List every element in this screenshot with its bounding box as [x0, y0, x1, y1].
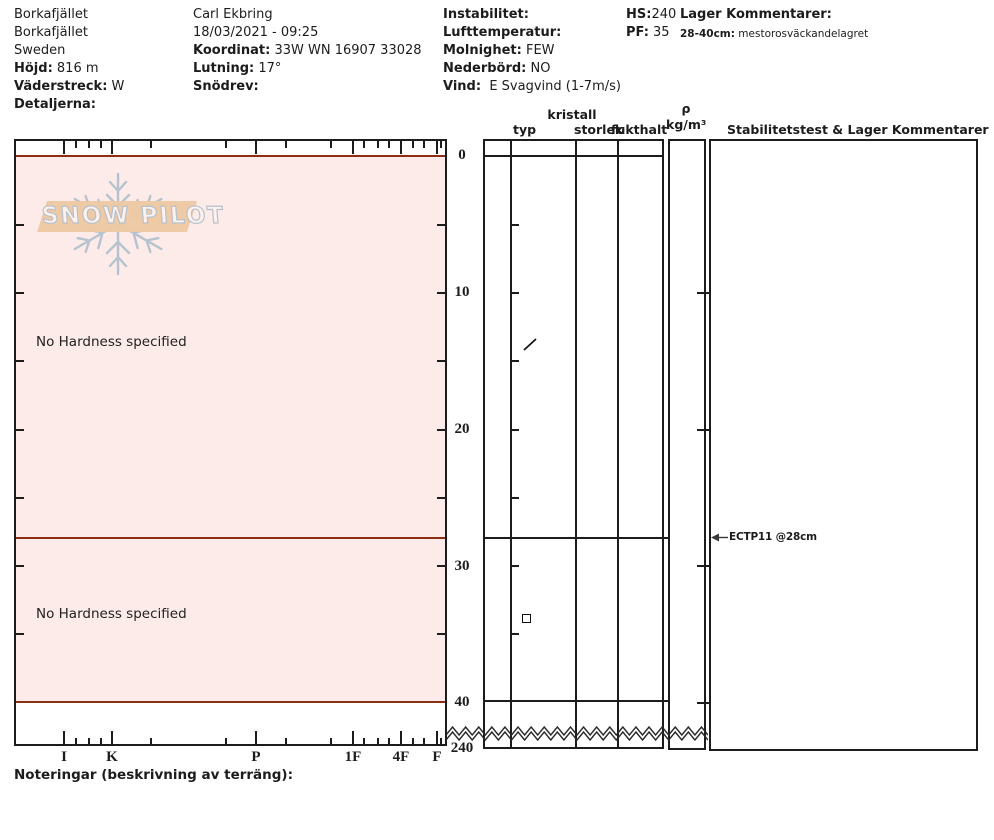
depth-tick-right: [437, 360, 445, 362]
slope-angle: Lutning: 17°: [193, 61, 282, 76]
depth-tick-stability: [697, 565, 710, 567]
hardness-minor-tick-bottom: [377, 738, 379, 744]
depth-tick-stability: [697, 702, 710, 704]
stability-panel: [709, 139, 978, 751]
hardness-minor-tick-top: [377, 141, 379, 148]
hardness-minor-tick-bottom: [225, 738, 227, 744]
column-divider: [617, 139, 619, 749]
hardness-minor-tick-top: [225, 141, 227, 148]
hardness-minor-tick-top: [423, 141, 425, 148]
layer1-hardness-label: No Hardness specified: [36, 334, 187, 350]
air-temperature: Lufttemperatur:: [443, 25, 562, 40]
column-divider: [575, 139, 577, 749]
hardness-major-tick-top: [111, 141, 113, 154]
col-header-kristall: kristall: [547, 107, 597, 122]
depth-tick-right: [437, 565, 445, 567]
depth-tick-right: [437, 292, 445, 294]
hardness-major-tick-bottom: [400, 731, 402, 744]
depth-tick-typ: [511, 360, 519, 362]
hardness-major-tick-bottom: [255, 731, 257, 744]
layer-line-28cm: [483, 537, 669, 539]
column-divider: [510, 139, 512, 749]
depth-tick-left: [16, 565, 24, 567]
depth-axis-label: 240: [450, 740, 474, 756]
instability: Instabilitet:: [443, 7, 529, 22]
hardness-major-tick-bottom: [111, 731, 113, 744]
depth-tick-stability: [697, 429, 710, 431]
hardness-minor-tick-bottom: [388, 738, 390, 744]
precipitation: Nederbörd: NO: [443, 61, 551, 76]
hardness-major-tick-top: [352, 141, 354, 154]
hardness-axis-label: 1F: [344, 749, 362, 765]
col-header-rho: ρ: [681, 101, 691, 116]
layer-comment: 28-40cm: mestorosväckandelagret: [680, 28, 869, 40]
depth-tick-left: [16, 633, 24, 635]
depth-tick-left: [16, 429, 24, 431]
hardness-minor-tick-bottom: [88, 738, 90, 744]
hardness-major-tick-top: [63, 141, 65, 154]
depth-tick-typ: [511, 429, 519, 431]
hardness-minor-tick-top: [75, 141, 77, 148]
hardness-major-tick-bottom: [352, 731, 354, 744]
terrain-notes-label: Noteringar (beskrivning av terräng):: [14, 767, 293, 783]
col-header-rho-unit: kg/m³: [666, 117, 707, 132]
hardness-minor-tick-top: [412, 141, 414, 148]
depth-axis-label: 10: [454, 284, 470, 300]
layer-line-40cm: [483, 700, 669, 702]
layer2-hardness-label: No Hardness specified: [36, 606, 187, 622]
depth-tick-right: [437, 497, 445, 499]
area-name: Borkafjället: [14, 25, 88, 40]
surface-line: [483, 155, 664, 157]
hardness-major-tick-bottom: [63, 731, 65, 744]
hardness-major-tick-top: [400, 141, 402, 154]
drifting-snow: Snödrev:: [193, 79, 259, 94]
depth-axis-label: 40: [454, 694, 470, 710]
col-header-storlek: storlek: [574, 122, 624, 137]
depth-tick-stability: [697, 292, 710, 294]
depth-tick-typ: [511, 497, 519, 499]
col-header-typ: typ: [513, 122, 537, 137]
hardness-major-tick-top: [255, 141, 257, 154]
depth-axis-label: 0: [458, 147, 466, 163]
hardness-minor-tick-bottom: [285, 738, 287, 744]
country: Sweden: [14, 43, 66, 58]
hardness-minor-tick-top: [388, 141, 390, 148]
aspect: Väderstreck: W: [14, 79, 125, 94]
depth-axis-label: 30: [454, 558, 470, 574]
hardness-minor-tick-bottom: [363, 738, 365, 744]
grain-symbol-decomposing-icon: [521, 336, 539, 354]
depth-tick-left: [16, 360, 24, 362]
hardness-minor-tick-bottom: [423, 738, 425, 744]
cloud-cover: Molnighet: FEW: [443, 43, 555, 58]
depth-tick-typ: [511, 292, 519, 294]
snow-height: HS:240: [626, 7, 677, 22]
hardness-axis-label: 4F: [392, 749, 410, 765]
hardness-minor-tick-top: [150, 141, 152, 148]
hardness-minor-tick-top: [330, 141, 332, 148]
depth-tick-typ: [511, 565, 519, 567]
hardness-minor-tick-bottom: [100, 738, 102, 744]
date-time: 18/03/2021 - 09:25: [193, 25, 319, 40]
hardness-minor-tick-top: [100, 141, 102, 148]
hardness-major-tick-bottom: [436, 731, 438, 744]
col-header-stability: Stabilitetstest & Lager Kommentarer: [727, 122, 989, 137]
depth-tick-left: [16, 224, 24, 226]
depth-tick-left: [16, 497, 24, 499]
hardness-minor-tick-bottom: [150, 738, 152, 744]
hardness-minor-tick-bottom: [440, 738, 442, 744]
hardness-axis-label: P: [251, 749, 261, 765]
depth-tick-right: [437, 224, 445, 226]
depth-tick-left: [16, 292, 24, 294]
grain-symbol-facet-icon: [522, 614, 531, 623]
coordinates: Koordinat: 33W WN 16907 33028: [193, 43, 422, 58]
depth-axis-label: 20: [454, 421, 470, 437]
wind: Vind: E Svagvind (1-7m/s): [443, 79, 621, 94]
hardness-minor-tick-top: [363, 141, 365, 148]
density-column: [668, 139, 706, 750]
snowpilot-wordmark: SNOW PILOT: [40, 203, 227, 229]
depth-tick-right: [437, 429, 445, 431]
hardness-axis-label: I: [61, 749, 67, 765]
hardness-minor-tick-top: [285, 141, 287, 148]
depth-tick-typ: [511, 224, 519, 226]
hardness-minor-tick-top: [88, 141, 90, 148]
details: Detaljerna:: [14, 97, 96, 112]
hardness-minor-tick-top: [440, 141, 442, 148]
hardness-axis-label: K: [106, 749, 118, 765]
hardness-minor-tick-bottom: [75, 738, 77, 744]
depth-tick-typ: [511, 633, 519, 635]
snowpilot-banner: [37, 201, 227, 232]
observer-name: Carl Ekbring: [193, 7, 273, 22]
col-header-fukthalt: fukthalt: [611, 122, 668, 137]
ect-arrow-icon: [711, 532, 728, 543]
site-name: Borkafjället: [14, 7, 88, 22]
hardness-minor-tick-bottom: [330, 738, 332, 744]
layer-comments-title: Lager Kommentarer:: [680, 7, 832, 22]
layer-boundary-28cm: [16, 537, 445, 539]
hardness-major-tick-top: [436, 141, 438, 154]
elevation: Höjd: 816 m: [14, 61, 99, 76]
ect-test-label: ECTP11 @28cm: [729, 531, 817, 543]
hardness-axis-label: F: [432, 749, 442, 765]
hardness-minor-tick-bottom: [412, 738, 414, 744]
pit-depth: PF: 35: [626, 25, 670, 40]
depth-tick-right: [437, 633, 445, 635]
scale-break-zigzag: [446, 724, 708, 745]
